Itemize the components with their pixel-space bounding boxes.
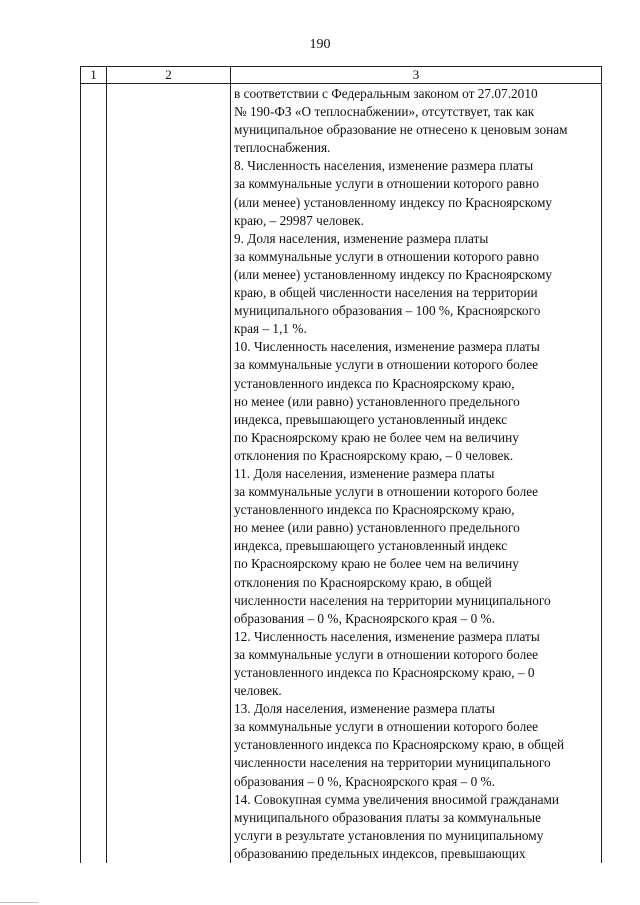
text-line: № 190-ФЗ «О теплоснабжении», отсутствует, так как bbox=[234, 104, 535, 120]
text-line: по Красноярскому краю не более чем на величину bbox=[234, 556, 519, 572]
text-line: муниципального образования платы за коммунальные bbox=[234, 809, 541, 825]
text-line: установленного индекса по Красноярскому краю, bbox=[234, 375, 515, 391]
text-line: численности населения на территории муниципального bbox=[234, 592, 551, 608]
column-header-3: 3 bbox=[231, 67, 602, 84]
column-2-cell bbox=[107, 84, 231, 864]
column-header-1: 1 bbox=[81, 67, 107, 84]
text-line: услуги в результате установления по муниципальному bbox=[234, 827, 544, 843]
text-line: краю, – 29987 человек. bbox=[234, 212, 364, 228]
table-header-row bbox=[81, 67, 602, 84]
text-line: установленного индекса по Красноярскому краю, – 0 bbox=[234, 665, 535, 680]
text-line: установленного индекса по Красноярскому краю, в общей bbox=[234, 737, 565, 753]
text-line: 9. Доля населения, изменение размера платы bbox=[234, 230, 489, 246]
text-line: за коммунальные услуги в отношении которого более bbox=[234, 646, 539, 662]
text-line: муниципального образования – 100 %, Красноярского bbox=[234, 303, 541, 319]
text-line: края – 1,1 %. bbox=[234, 321, 307, 337]
text-line: отклонения по Красноярскому краю, в общей bbox=[234, 574, 492, 590]
text-line: 14. Совокупная сумма увеличения вносимой гражданами bbox=[234, 791, 560, 807]
text-line: установленного индекса по Красноярскому краю, bbox=[234, 502, 515, 518]
text-line: 13. Доля населения, изменение размера платы bbox=[234, 701, 495, 717]
text-line: по Красноярскому краю не более чем на величину bbox=[234, 429, 519, 445]
text-line: 8. Численность населения, изменение размера платы bbox=[234, 158, 534, 174]
column-3-cell bbox=[231, 84, 602, 864]
text-line: индекса, превышающего установленный индекс bbox=[234, 411, 508, 427]
text-line: но менее (или равно) установленного предельного bbox=[234, 520, 520, 536]
text-line: теплоснабжения. bbox=[234, 140, 331, 156]
text-line: (или менее) установленному индексу по Красноярскому bbox=[234, 266, 553, 282]
text-line: за коммунальные услуги в отношении которого равно bbox=[234, 248, 539, 264]
page-number: 190 bbox=[309, 37, 331, 52]
column-1-cell bbox=[81, 84, 107, 864]
text-line: за коммунальные услуги в отношении которого более bbox=[234, 357, 539, 373]
column-header-2: 2 bbox=[107, 67, 231, 84]
text-line: образования – 0 %, Красноярского края – 0 %. bbox=[234, 773, 495, 789]
text-line: за коммунальные услуги в отношении которого более bbox=[234, 719, 539, 735]
text-line: муниципальное образование не отнесено к ценовым зонам bbox=[234, 122, 568, 138]
text-line: индекса, превышающего установленный индекс bbox=[234, 538, 508, 554]
text-line: образованию предельных индексов, превышающих bbox=[234, 845, 526, 861]
text-line: но менее (или равно) установленного предельного bbox=[234, 393, 520, 409]
text-line: отклонения по Красноярскому краю, – 0 человек. bbox=[234, 447, 514, 463]
text-line: за коммунальные услуги в отношении которого равно bbox=[234, 176, 539, 192]
text-line: образования – 0 %, Красноярского края – 0 %. bbox=[234, 610, 495, 626]
text-line: 12. Численность населения, изменение размера платы bbox=[234, 628, 540, 644]
text-line: 10. Численность населения, изменение размера платы bbox=[234, 339, 540, 355]
text-line: в соответствии с Федеральным законом от 27.07.2010 bbox=[234, 86, 538, 101]
text-line: человек. bbox=[234, 683, 282, 699]
text-line: краю, в общей численности населения на территории bbox=[234, 285, 538, 301]
text-line: за коммунальные услуги в отношении которого более bbox=[234, 484, 539, 500]
table-row bbox=[81, 84, 602, 864]
text-line: 11. Доля населения, изменение размера платы bbox=[234, 465, 495, 481]
text-line: численности населения на территории муниципального bbox=[234, 755, 551, 771]
scan-edge-mark bbox=[0, 902, 38, 903]
text-line: (или менее) установленному индексу по Красноярскому bbox=[234, 194, 553, 210]
column-3-text bbox=[234, 85, 599, 863]
document-table bbox=[80, 66, 602, 863]
